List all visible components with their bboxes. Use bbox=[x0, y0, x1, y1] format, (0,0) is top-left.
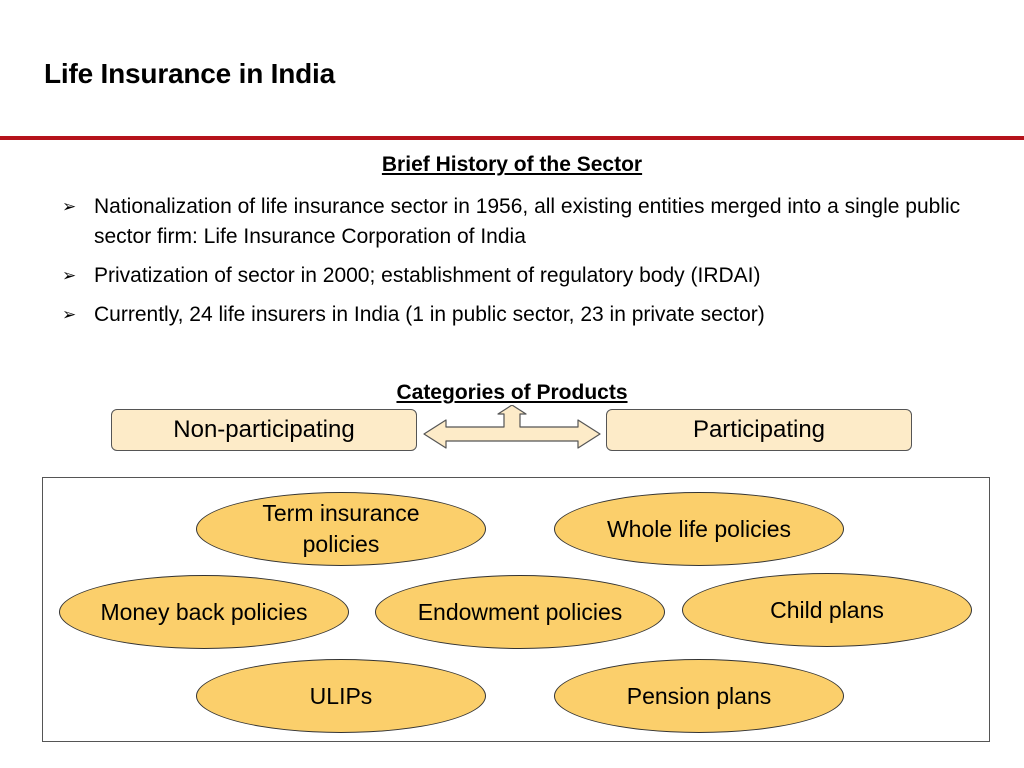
history-bullet-text: Nationalization of life insurance sector in 1956, all existing entities merged into a single public sector firm: Life Insurance Corporation of India bbox=[94, 195, 961, 248]
history-bullet-text: Privatization of sector in 2000; establishment of regulatory body (IRDAI) bbox=[94, 264, 761, 287]
product-pension-plans: Pension plans bbox=[554, 659, 844, 733]
history-bullet bbox=[62, 300, 962, 330]
title-divider bbox=[0, 136, 1024, 140]
arrow-bullet-icon: ➢ bbox=[62, 197, 77, 216]
product-money-back: Money back policies bbox=[59, 575, 349, 649]
history-heading: Brief History of the Sector bbox=[381, 153, 643, 176]
product-child-plans: Child plans bbox=[682, 573, 972, 647]
history-bullet-list bbox=[62, 192, 962, 339]
arrow-bullet-icon: ➢ bbox=[62, 266, 77, 285]
category-participating: Participating bbox=[606, 409, 912, 451]
history-bullet-text: Currently, 24 life insurers in India (1 in public sector, 23 in private sector) bbox=[94, 303, 765, 326]
product-ulips: ULIPs bbox=[196, 659, 486, 733]
product-term-insurance: Term insurance policies bbox=[196, 492, 486, 566]
history-bullet bbox=[62, 261, 962, 291]
category-connector-arrow bbox=[420, 405, 604, 449]
arrow-bullet-icon: ➢ bbox=[62, 305, 77, 324]
history-bullet bbox=[62, 192, 962, 252]
product-whole-life: Whole life policies bbox=[554, 492, 844, 566]
page-title: Life Insurance in India bbox=[44, 58, 336, 89]
product-endowment: Endowment policies bbox=[375, 575, 665, 649]
categories-heading: Categories of Products bbox=[396, 381, 628, 404]
category-non-participating: Non-participating bbox=[111, 409, 417, 451]
